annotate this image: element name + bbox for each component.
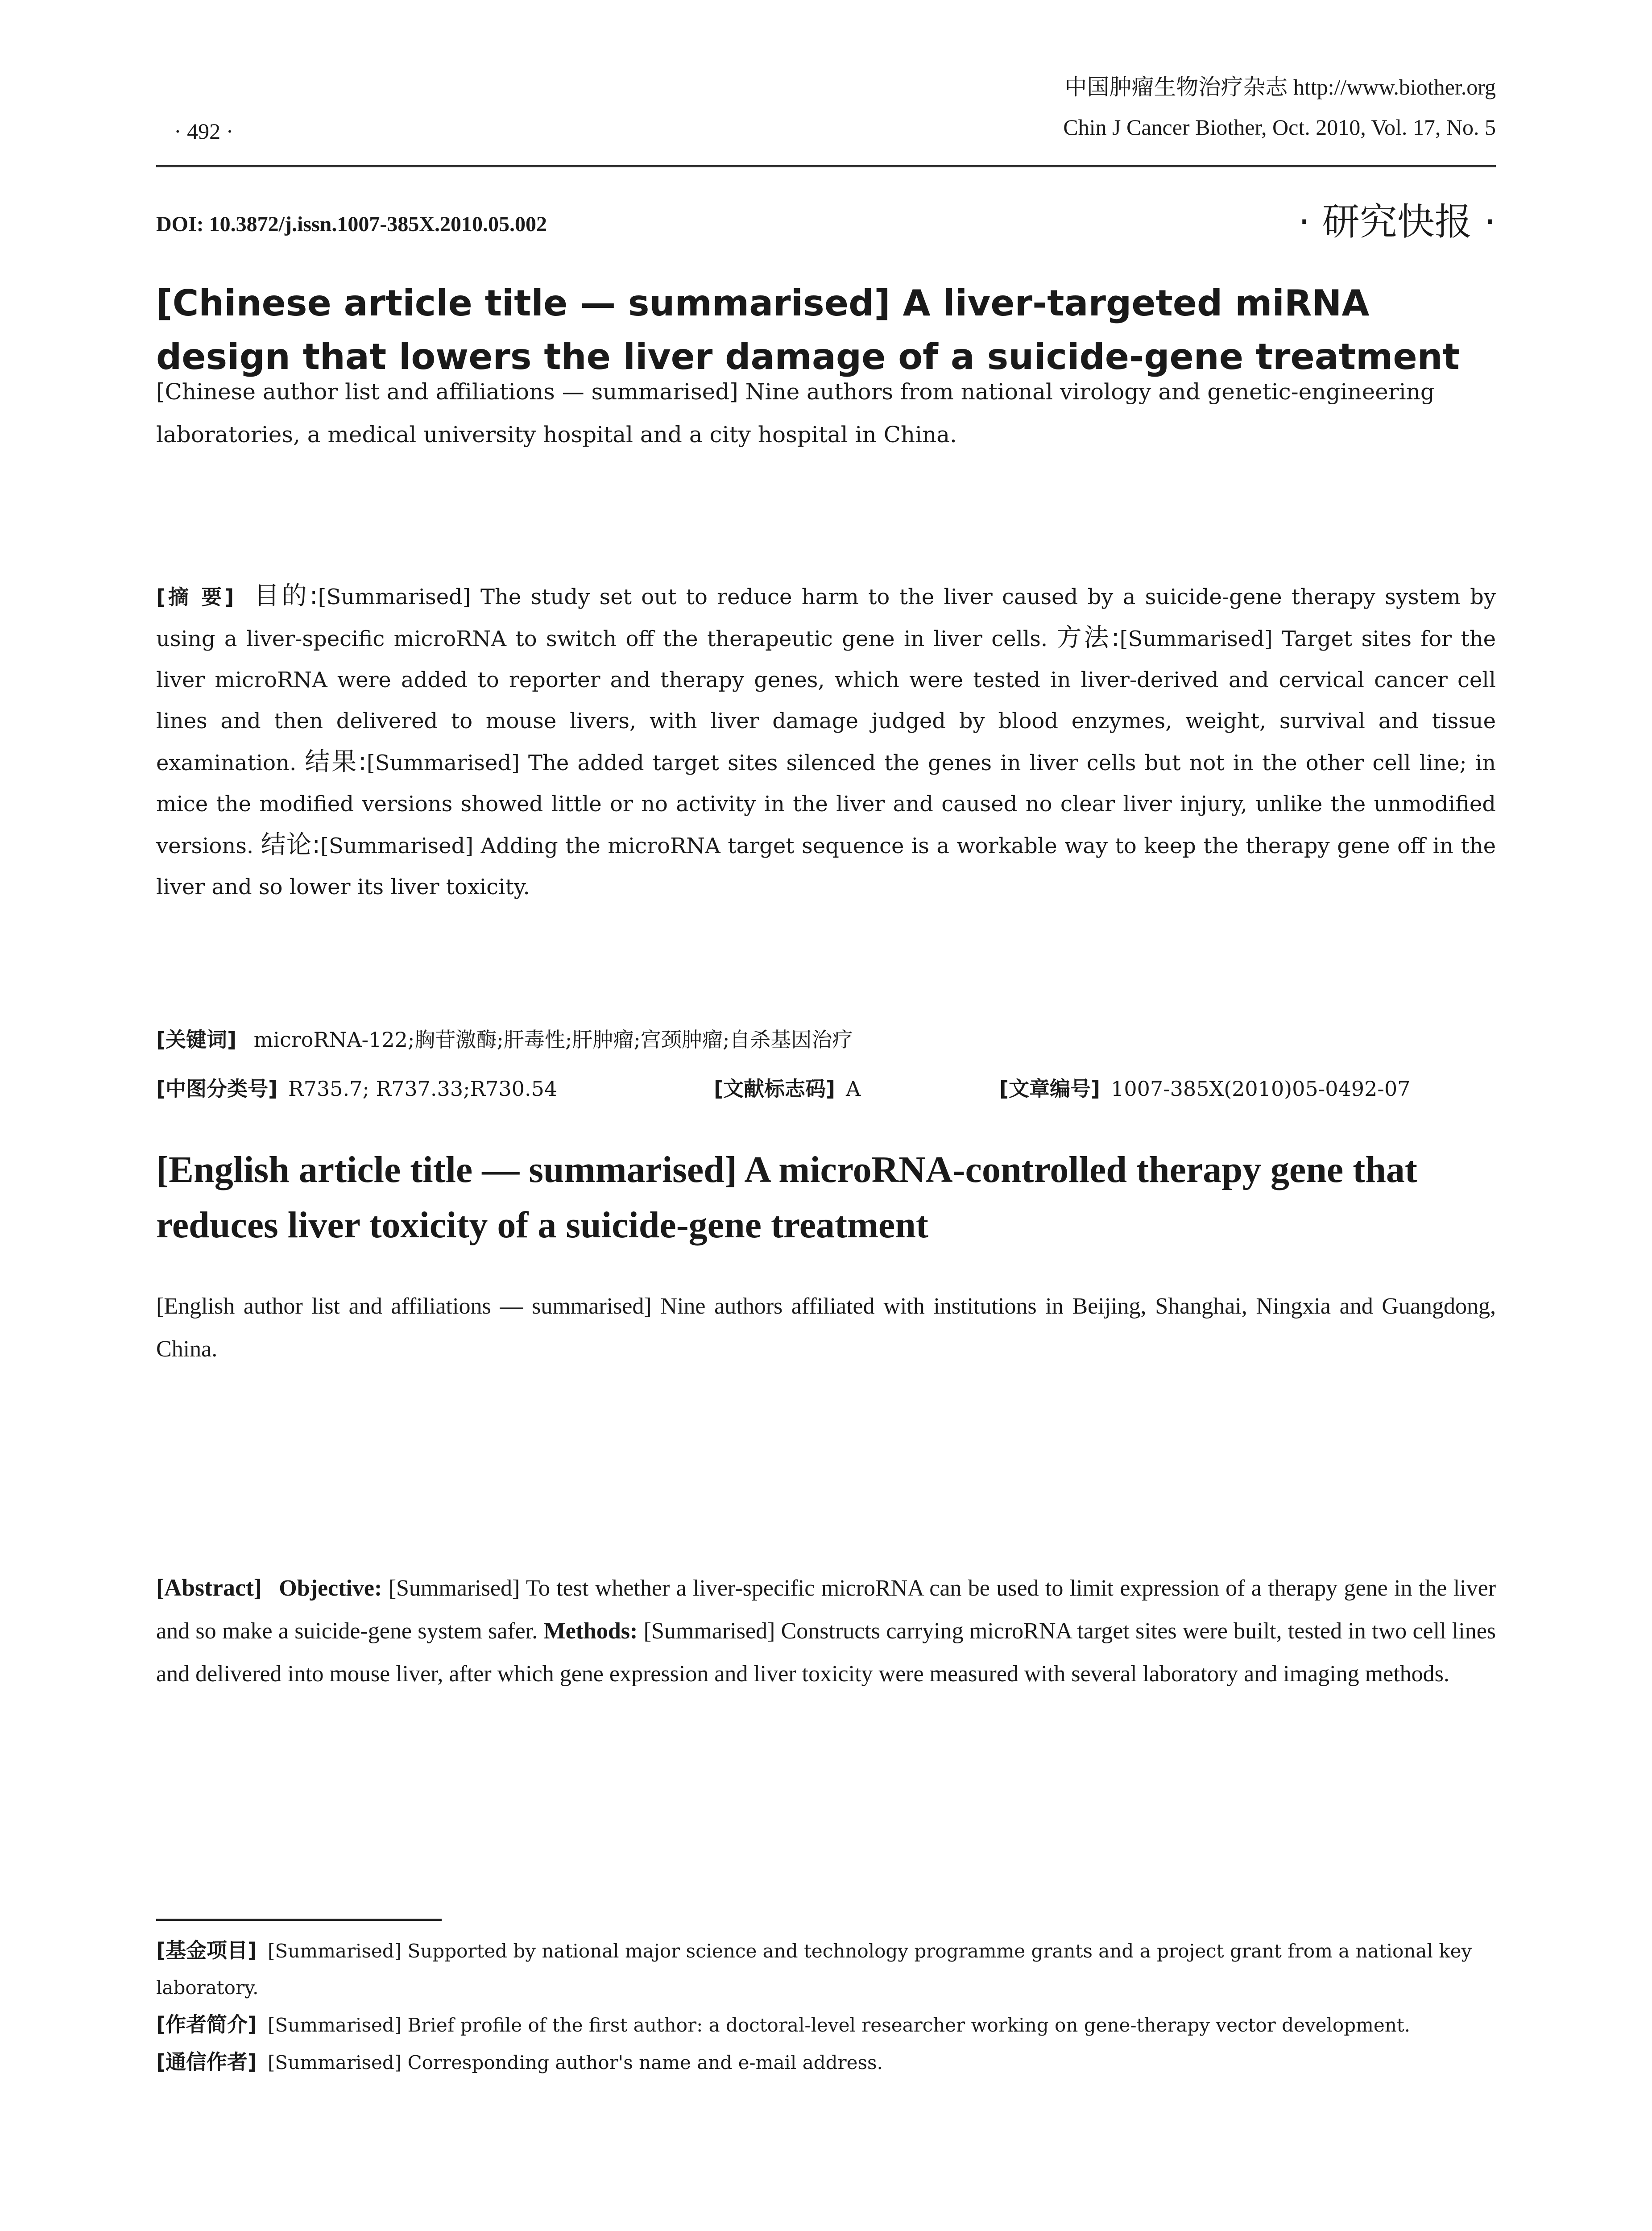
running-header — [156, 67, 1496, 167]
fund-note — [156, 1932, 1496, 2006]
en-abstract-label: [Abstract] — [156, 1574, 262, 1601]
article-no-value: 1007-385X(2010)05-0492-07 — [1111, 1077, 1411, 1101]
doc-code-value: A — [846, 1077, 861, 1101]
doc-code-label: [文献标志码] — [714, 1077, 836, 1101]
footnotes — [156, 1932, 1496, 2081]
doi: DOI: 10.3872/j.issn.1007-385X.2010.05.002 — [156, 212, 547, 236]
footnote-rule — [156, 1919, 442, 1921]
en-title: [English article title — summarised] A microRNA-controlled therapy gene that reduces liver toxicity of a suicide-gene treatment — [156, 1149, 1417, 1246]
journal-info — [1063, 67, 1496, 147]
cn-abstract — [156, 576, 1496, 908]
cn-authors: [Chinese author list and affiliations — summarised] Nine authors from national virology and genetic-engineering laboratories, a medical university hospital and a city hospital in China. — [156, 379, 1435, 448]
keywords-line — [156, 1022, 1496, 1057]
article-no-label: [文章编号] — [999, 1077, 1101, 1101]
page-number: · 492 · — [174, 119, 234, 144]
fund-label: [基金项目] — [156, 1938, 257, 1962]
cn-conclusion-label: 结论: — [261, 830, 321, 859]
keywords-label: [关键词] — [156, 1028, 237, 1052]
cn-results: [Summarised] The added target sites silenced the genes in liver cells but not in the other cell line; in mice the modified versions showed little or no activity in the liver and caused no clear liver injury, unlike the unmodified versions. — [156, 751, 1496, 858]
cn-objective-label: 目的: — [254, 581, 318, 610]
doc-code-cell — [714, 1071, 999, 1107]
journal-cn-line: 中国肿瘤生物治疗杂志 http://www.biother.org — [1064, 75, 1496, 100]
article-no-cell — [999, 1071, 1410, 1107]
en-objective-label: Objective: — [279, 1576, 382, 1601]
cn-title: [Chinese article title — summarised] A liver-targeted miRNA design that lowers the liver damage of a suicide-gene treatment — [156, 282, 1460, 377]
en-objective: [Summarised] To test whether a liver-specific microRNA can be used to limit expression of a therapy gene in the liver and so make a suicide-gene system safer. — [156, 1576, 1496, 1644]
cn-methods-label: 方法: — [1056, 623, 1120, 652]
author-label: [作者简介] — [156, 2012, 257, 2036]
en-abstract — [156, 1566, 1496, 1696]
author-text: [Summarised] Brief profile of the first author: a doctoral-level researcher working on gene-therapy vector development. — [268, 2014, 1411, 2036]
cn-abstract-label: [摘 要] — [156, 585, 234, 609]
cn-objective: [Summarised] The study set out to reduce harm to the liver caused by a suicide-gene therapy system by using a liver-specific microRNA to switch off the therapeutic gene in liver cells. — [156, 585, 1496, 651]
meta-row — [156, 192, 1496, 254]
en-methods-label: Methods: — [543, 1618, 638, 1644]
fund-text: [Summarised] Supported by national major science and technology programme grants and a project grant from a national key laboratory. — [156, 1940, 1472, 1999]
clc-value: R735.7; R737.33;R730.54 — [288, 1077, 558, 1101]
cn-conclusion: [Summarised] Adding the microRNA target sequence is a workable way to keep the therapy gene off in the liver and so lower its liver toxicity. — [156, 834, 1496, 900]
author-note — [156, 2006, 1496, 2044]
journal-en-line: Chin J Cancer Biother, Oct. 2010, Vol. 17, No. 5 — [1063, 115, 1496, 140]
corresponding-text: [Summarised] Corresponding author's name and e-mail address. — [268, 2052, 883, 2073]
cn-results-label: 结果: — [305, 747, 367, 776]
section-tag: · 研究快报 · — [1298, 200, 1496, 244]
en-authors: [English author list and affiliations — summarised] Nine authors affiliated with institutions in Beijing, Shanghai, Ningxia and Guangdong, China. — [156, 1294, 1496, 1362]
classification-line — [156, 1071, 1496, 1107]
clc-cell — [156, 1071, 714, 1107]
en-methods: [Summarised] Constructs carrying microRNA target sites were built, tested in two cell lines and delivered into mouse liver, after which gene expression and liver toxicity were measured with several laboratory and imaging methods. — [156, 1618, 1496, 1687]
keywords: microRNA-122;胸苷激酶;肝毒性;肝肿瘤;宫颈肿瘤;自杀基因治疗 — [253, 1028, 853, 1052]
corresponding-note — [156, 2044, 1496, 2081]
clc-label: [中图分类号] — [156, 1077, 278, 1101]
corresponding-label: [通信作者] — [156, 2050, 257, 2074]
cn-methods: [Summarised] Target sites for the liver microRNA were added to reporter and therapy genes, which were tested in liver-derived and cervical cancer cell lines and then delivered to mouse livers, with liver damage judged by blood enzymes, weight, survival and tissue examination. — [156, 626, 1496, 775]
